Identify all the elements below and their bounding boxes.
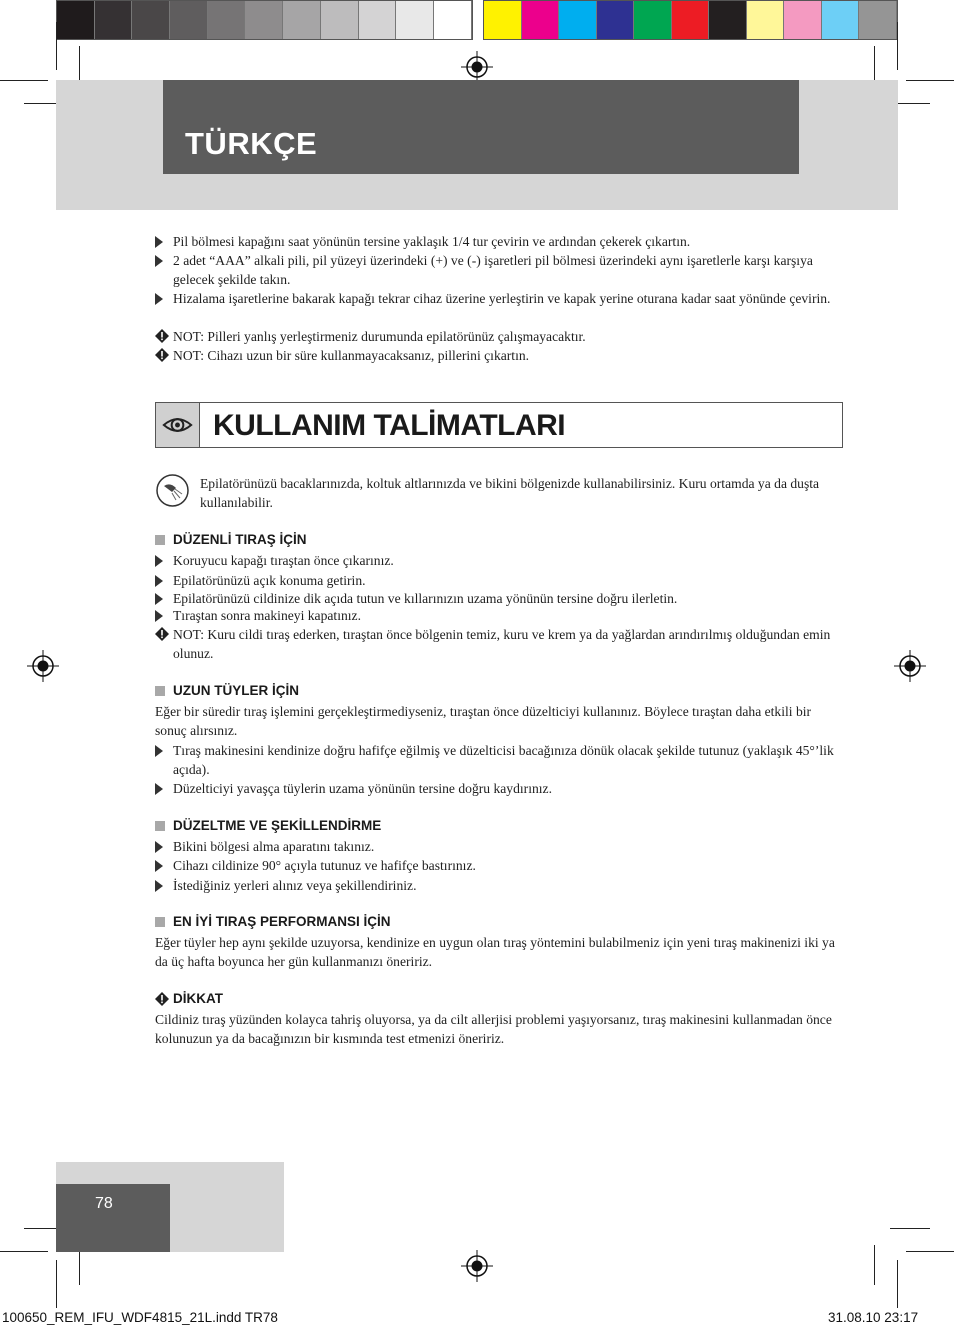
crop-mark [890,1228,930,1229]
color-swatch [859,1,897,39]
crop-mark [0,80,48,81]
color-swatch [597,1,635,39]
color-bar-cmyk [483,0,898,40]
color-swatch [484,1,522,39]
list-item: İstediğiniz yerleri alınız veya şekillendiriniz. [155,876,845,895]
note-item: NOT: Cihazı uzun bir süre kullanmayacaksanız, pillerini çıkartın. [155,346,845,365]
color-swatch [559,1,597,39]
color-swatch [672,1,710,39]
color-swatch [95,1,133,39]
color-swatch [245,1,283,39]
color-bar-grayscale [56,0,473,40]
color-swatch [132,1,170,39]
page-number-box [56,1184,170,1252]
list-item: Tıraş makinesini kendinize doğru hafifçe eğilmiş ve düzelticisi bacağınıza dönük olacak şekilde tutunuz (yaklaşık 45°’lik açıda). [155,741,845,779]
color-swatch [170,1,208,39]
page-title: TÜRKÇE [185,126,318,161]
section-heading: DÜZELTME VE ŞEKİLLENDİRME [155,818,381,833]
paragraph: Eğer tüyler hep aynı şekilde uzuyorsa, kendinize en uygun olan tıraş yöntemini bulabilmeniz için yeni tıraş makinenizi iki ya da üç hafta boyunca her gün kullanmanızı öneririz. [155,935,835,969]
crop-mark [906,1251,954,1252]
section-title: KULLANIM TALİMATLARI [213,409,566,442]
list-item: Pil bölmesi kapağını saat yönünün tersine yaklaşık 1/4 tur çevirin ve ardından çekerek çıkartın. [155,232,845,251]
shower-icon [156,474,189,507]
note-item: NOT: Pilleri yanlış yerleştirmeniz durumunda epilatörünüz çalışmayacaktır. [155,327,845,346]
section-header [155,402,843,448]
registration-mark-icon [894,650,926,682]
color-swatch [434,1,472,39]
color-swatch [208,1,246,39]
footer-timestamp: 31.08.10 23:17 [828,1310,919,1325]
section-heading: EN İYİ TIRAŞ PERFORMANSI İÇİN [155,914,391,929]
crop-mark [874,1245,875,1285]
warning-icon [155,329,169,343]
crop-mark [56,1260,57,1308]
paragraph: Eğer bir süredir tıraş işlemini gerçekleştirmediyseniz, tıraştan önce düzelticiyi kullanınız. Böylece tıraştan daha etkili bir sonuç alırsınız. [155,704,812,738]
list-item: Hizalama işaretlerine bakarak kapağı tekrar cihaz üzerine yerleştirin ve kapak yerine oturana kadar saat yönünde çevirin. [155,289,845,308]
list-item: Cihazı cildinize 90° açıyla tutunuz ve hafifçe bastırınız. [155,856,845,875]
color-swatch [784,1,822,39]
list-item: Düzelticiyi yavaşça tüylerin uzama yönünün tersine doğru kaydırınız. [155,779,845,798]
color-swatch [283,1,321,39]
color-swatch [522,1,560,39]
caution-heading: DİKKAT [155,991,223,1006]
color-swatch [634,1,672,39]
intro-text: Epilatörünüzü bacaklarınızda, koltuk altlarınızda ve bikini bölgenizde kullanabilirsiniz. Kuru ortamda ya da duşta kullanılabilir. [200,476,820,510]
list-item: Koruyucu kapağı tıraştan önce çıkarınız. [155,551,845,570]
registration-mark-icon [27,650,59,682]
section-icon-box [156,403,200,447]
paragraph: Cildiniz tıraş yüzünden kolayca tahriş oluyorsa, ya da cilt allerjisi problemi yaşıyorsanız, tıraş makinesini kullanmadan önce kolunuzun ya da bacağınızın bir kısmında test etmenizi öneririz. [155,1012,832,1046]
warning-icon [155,627,169,641]
crop-mark [897,22,898,70]
warning-icon [155,992,169,1006]
registration-mark-icon [461,51,493,83]
color-swatch [747,1,785,39]
list-item: 2 adet “AAA” alkali pili, pil yüzeyi üzerindeki (+) ve (-) işaretleri pil bölmesi üzerindeki aynı işaretlerle karşı karşıya gelecek şekilde takın. [155,251,845,289]
page-number: 78 [95,1195,113,1212]
list-item: Epilatörünüzü açık konuma getirin. [155,571,845,590]
eye-icon [156,403,199,447]
registration-mark-icon [461,1250,493,1282]
crop-mark [56,22,57,70]
list-item: Bikini bölgesi alma aparatını takınız. [155,837,845,856]
color-swatch [822,1,860,39]
color-swatch [359,1,397,39]
color-swatch [709,1,747,39]
color-swatch [321,1,359,39]
note-item: NOT: Kuru cildi tıraş ederken, tıraştan önce bölgenin temiz, kuru ve krem ya da yağlardan arındırılmış olduğundan emin olunuz. [155,625,845,663]
warning-icon [155,348,169,362]
crop-mark [0,1251,48,1252]
crop-mark [906,80,954,81]
color-swatch [57,1,95,39]
footer-filename: 100650_REM_IFU_WDF4815_21L.indd TR78 [2,1310,278,1325]
list-item: Tıraştan sonra makineyi kapatınız. [155,606,845,625]
list-item: Epilatörünüzü cildinize dik açıda tutun ve kıllarınızın uzama yönünün tersine doğru ilerletin. [155,589,845,608]
crop-mark [897,1260,898,1308]
section-heading: DÜZENLİ TIRAŞ İÇİN [155,532,307,547]
color-swatch [396,1,434,39]
section-heading: UZUN TÜYLER İÇİN [155,683,299,698]
